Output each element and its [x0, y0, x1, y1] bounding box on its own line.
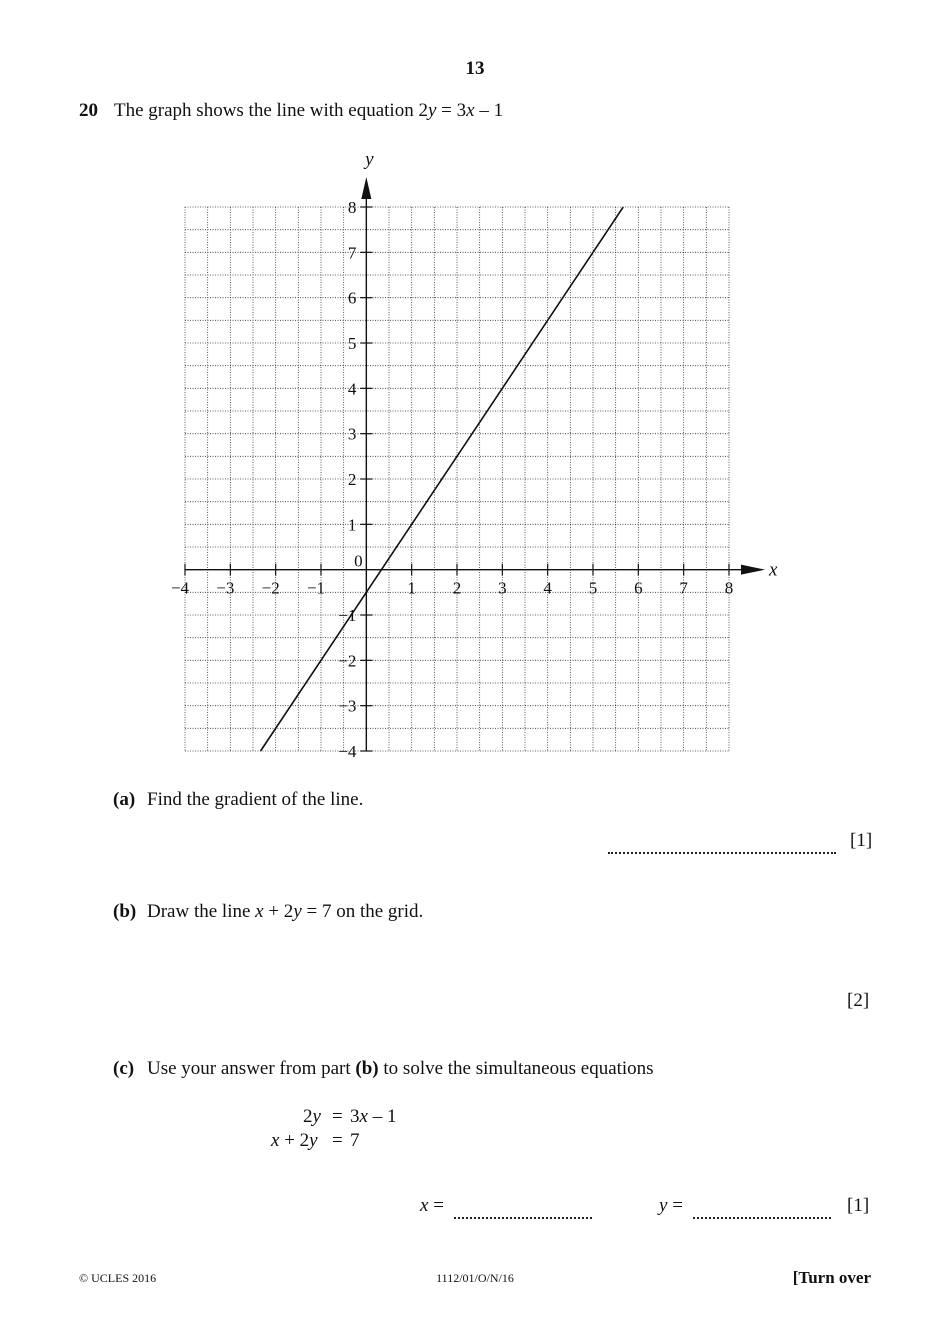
x-tick-label: 6	[634, 578, 643, 598]
y-tick-label: 2	[347, 470, 357, 489]
footer-code: 1112/01/O/N/16	[436, 1271, 514, 1285]
page-number: 13	[465, 58, 485, 79]
part-a-text: Find the gradient of the line.	[147, 789, 364, 810]
y-tick-label: −4	[338, 742, 357, 761]
x-tick-label: 3	[498, 578, 507, 598]
part-b-marks: [2]	[847, 990, 870, 1011]
equation-2-equals: =	[332, 1130, 343, 1151]
origin-label: 0	[354, 551, 363, 571]
question-text: The graph shows the line with equation 2y = 3x – 1	[114, 100, 504, 121]
x-axis-label: x	[769, 559, 778, 581]
part-c-text: Use your answer from part (b) to solve the simultaneous equations	[147, 1058, 654, 1079]
question-number: 20	[79, 100, 98, 121]
y-tick-label: 3	[347, 424, 357, 444]
answer-x-label: x =	[420, 1195, 444, 1216]
equation-1-equals: =	[332, 1106, 343, 1127]
y-tick-label: −2	[338, 651, 357, 671]
y-axis-arrow-icon	[361, 177, 371, 199]
footer-copyright: © UCLES 2016	[79, 1271, 157, 1285]
answer-y-line[interactable]	[693, 1217, 831, 1219]
y-tick-label: −1	[338, 606, 357, 625]
part-c-marks: [1]	[847, 1195, 870, 1216]
x-axis-arrow-icon	[741, 565, 765, 575]
x-tick-label: 4	[543, 578, 552, 598]
answer-x-line[interactable]	[454, 1217, 592, 1219]
part-c-label: (c)	[113, 1058, 135, 1079]
part-a-label: (a)	[113, 789, 136, 810]
answer-y-label: y =	[659, 1195, 683, 1216]
turn-over: [Turn over	[792, 1268, 871, 1287]
y-tick-label: 1	[347, 515, 357, 535]
equation-1-lhs: 2y	[303, 1106, 321, 1127]
series-line	[261, 207, 624, 751]
x-tick-label: −1	[306, 578, 326, 598]
x-tick-label: −3	[216, 578, 235, 598]
x-tick-label: 7	[679, 578, 688, 598]
y-tick-label: 7	[347, 243, 357, 263]
y-tick-label: 5	[347, 334, 357, 353]
x-tick-label: 8	[724, 578, 734, 598]
part-a-answer-line[interactable]	[608, 852, 836, 854]
part-b-text: Draw the line x + 2y = 7 on the grid.	[147, 901, 424, 922]
equation-2-lhs: x + 2y	[271, 1130, 318, 1151]
y-tick-label: −3	[338, 696, 357, 716]
x-tick-label: −2	[261, 578, 280, 598]
part-a-marks: [1]	[850, 830, 873, 851]
part-b-label: (b)	[113, 901, 137, 922]
x-tick-label: 2	[452, 578, 462, 598]
y-tick-label: 4	[347, 379, 357, 399]
x-tick-label: 1	[407, 578, 416, 598]
y-tick-label: 8	[347, 198, 357, 217]
y-tick-label: 6	[347, 288, 357, 308]
x-tick-label: 5	[588, 578, 598, 598]
equation-2-rhs: 7	[350, 1130, 360, 1151]
x-tick-label: −4	[170, 578, 190, 598]
y-axis-label: y	[365, 149, 374, 170]
equation-1-rhs: 3x – 1	[350, 1106, 397, 1127]
